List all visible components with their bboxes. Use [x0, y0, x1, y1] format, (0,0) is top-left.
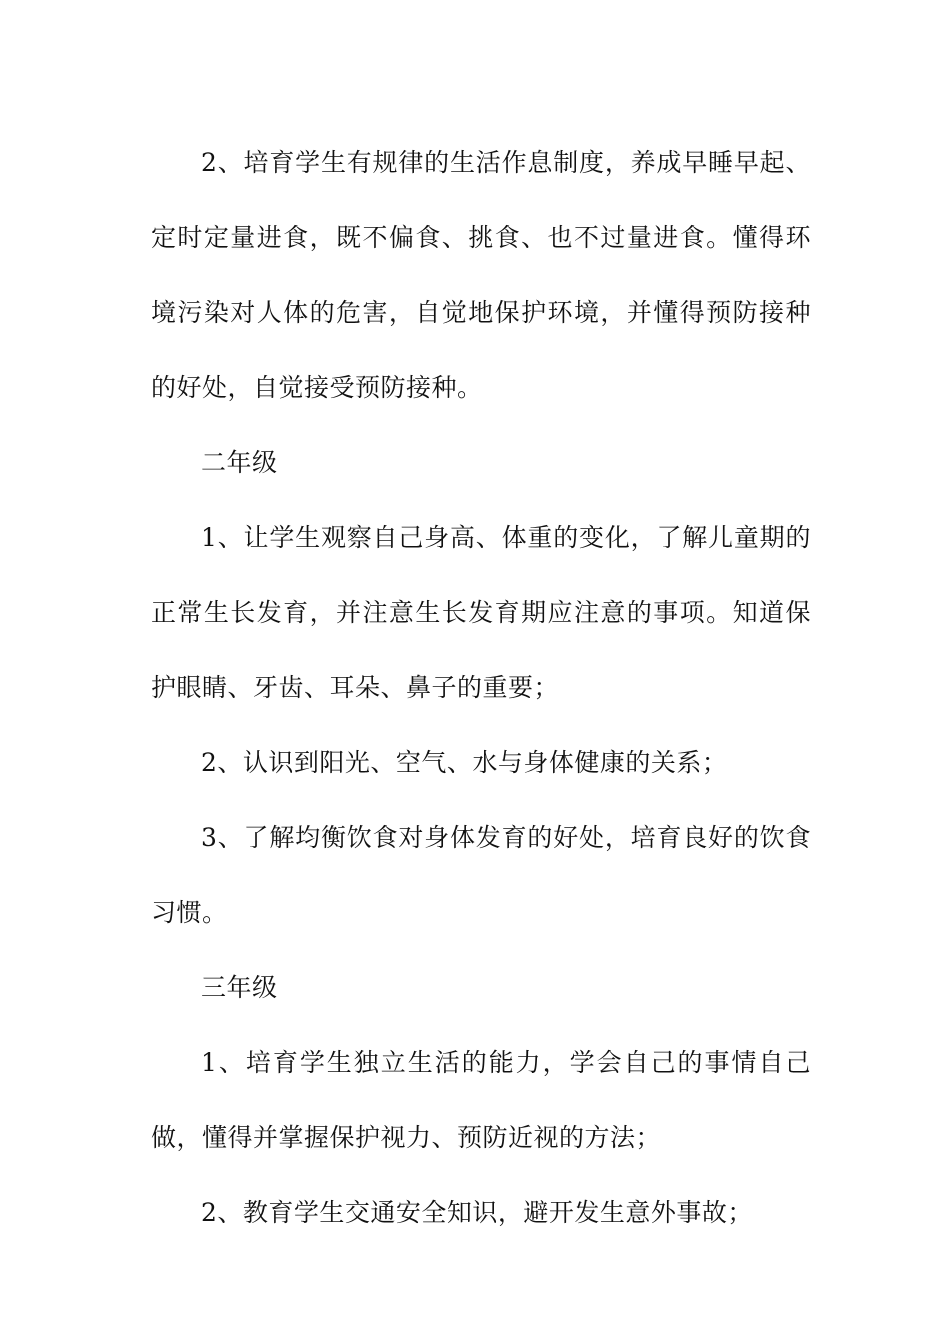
paragraph-grade3-item1: 1、培育学生独立生活的能力，学会自己的事情自己做，懂得并掌握保护视力、预防近视的方法； [151, 1048, 811, 1152]
paragraph-grade2-item2: 2、认识到阳光、空气、水与身体健康的关系； [201, 748, 728, 777]
paragraph-grade2-item3: 3、了解均衡饮食对身体发育的好处，培育良好的饮食习惯。 [151, 823, 811, 927]
heading-grade3: 三年级 [201, 973, 278, 1002]
heading-grade2: 二年级 [201, 448, 278, 477]
paragraph-grade3-item2: 2、教育学生交通安全知识，避开发生意外事故； [201, 1198, 753, 1227]
paragraph-grade2-item1: 1、让学生观察自己身高、体重的变化，了解儿童期的正常生长发育，并注意生长发育期应注意的事项。知道保护眼睛、牙齿、耳朵、鼻子的重要； [151, 523, 811, 702]
document-body [151, 125, 811, 1250]
paragraph-grade1-item2: 2、培育学生有规律的生活作息制度，养成早睡早起、定时定量进食，既不偏食、挑食、也不过量进食。懂得环境污染对人体的危害，自觉地保护环境，并懂得预防接种的好处，自觉接受预防接种。 [151, 148, 811, 402]
